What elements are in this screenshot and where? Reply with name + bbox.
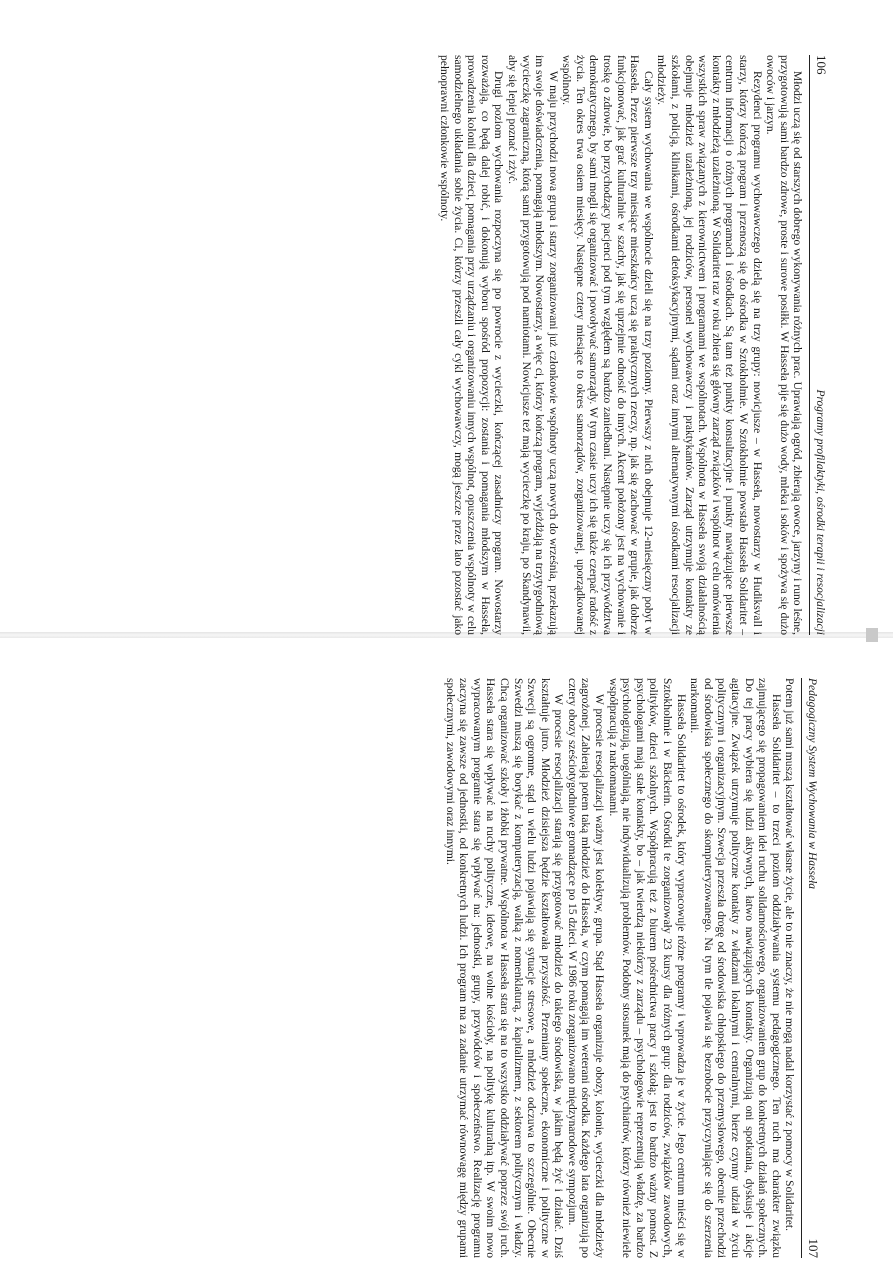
paragraph: Cały system wychowania we wspólnocie dzieli się na trzy poziomy. Pierwszy z nich obejmuje 12-miesięczny pobyt w Hasseła. Przez pierwsze trzy miesiące mieszkańcy uczą się praktycznych rzeczy, np. jak się zachować w grupie, jak dobrze funkcjonować, jak grać kulturalnie w szachy, jak się uprzejmie odnosić do innych. Akcent położony jest na wychowanie i troskę o zdrowie, bo przychodzący pacjenci pod tym względem są bardzo zaniedbani. Następnie uczy się ich przywództwa demokratycznego, by sami mogli się organizować i powoływać samorządy. W tym czasie uczy ich się także czerpać radość z życia. Ten okres trwa osiem miesięcy. Następne cztery miesiące to okres samorządów, zorganizowanej, uporządkowanej wspólnoty. [560,55,654,635]
paragraph: W maju przychodzi nowa grupa i starzy zorganizowani już członkowie wspólnoty uczą nowych do września, przekazują im swoje doświadczenia, pomagają młodszym. Nowostarzy, a więc ci, którzy kończą program, wyjeżdżają na trzytygodniową wycieczkę zagraniczną, którą sami przygotowują pod namiotami. Nowicjusze też mają wycieczkę po kraju, po Skandynawii, aby się lepiej poznać i zżyć. [505,55,559,635]
running-head-left [809,55,828,635]
left-page [68,55,828,635]
running-head-title: Pedagogiczny System Wychowania w Hasseła [806,678,818,890]
paragraph: Drugi poziom wychowania rozpoczyna się po powrocie z wycieczki, kończącej zasadniczy program. Nowostarzy rozważają, co będą dalej robić, i dokonują wyboru spośród propozycji: zostania i pomagania młodszym w Hasseła, prowadzenia kolonii dla dzieci, pomagania przy urządzaniu i organizowaniu innych wspólnot, opuszczenia wspólnoty w celu samodzielnego układania sobie życia. Ci, którzy przeszli cały cykl wychowawczy, mogą jeszcze przez lato pozostać jako pełnoprawni członkowie wspólnoty. [437,55,505,635]
paragraph: W procesie resocjalizacji starają się przygotować młodzież do takiego środowiska, w jakim będą żyć i działać. Dziś kształtuje jutro. Młodzież dzisiejsza będzie kształtowała przyszłość. Przemiany społeczne, ekonomiczne i polityczne w Szwecji są ogromne, stąd u wielu ludzi pojawiają się sytuacje stresowe, a młodzież odczuwa to szczególnie. Obecnie Szwedzi muszą się borykać z komputeryzacją, walką z nomenklaturą, z kapitalizmem, z sektorem politycznym i władzy. Chcą organizować szkoły i żłobki prywatne. Wspólnota w Hasseła stara się na to wszystko oddziaływać poprzez swój ruch. Hasseła stara się wpływać na ruchy polityczne, ideowe, na wolne kościoły, na politykę kulturalną itp. W swoim nowo wypracowanym programie stara się wpływać na: jednostki, grupy, przywódców i społeczeństwo. Realizację programu zaczyna się zawsze od jednostki, od konkretnych ludzi. Ich program ma za zadanie utrzymać równowagę między grupami społecznymi, zawodowymi oraz innymi. [443,678,565,1258]
paragraph: W procesie resocjalizacji ważny jest kolektyw, grupa. Stąd Hasseła organizuje obozy, kolonie, wycieczki dla młodzieży zagrożonej. Zabierają potem taką młodzież do Hasseła, w czym pomagają im weterani ośrodka. Każdego lata organizują po cztery obozy sześciotygodniowe gromadzące po 15 dzieci. W 1986 roku zorganizowano międzynarodowe sympozjum. [565,678,606,1258]
page-number: 107 [806,1238,821,1258]
paragraph: Rezydenci programu wychowawczego dzielą się na trzy grupy: nowicjusze – w Hasseła, nowostarzy w Hudiksvall i starzy, którzy kończą program i przenoszą się do ośrodka w Sztokholmie. W Sztokholmie powstało Hasseła Solidaritet – centrum informacji o różnych programach i ośrodkach. Są tam też punkty konsultacyjne i punkty nawiązujące pierwsze kontakty z młodzieżą uzależnioną. W Solidaritet raz w roku zbiera się główny zarząd związków i wspólnot w celu omówienia wszystkich spraw związanych z kierownictwem i programami we wspólnotach. Wspólnota w Hasseła swoją działalnością obejmuje młodzież uzależnioną, jej rodziców, personel wychowawczy i praktykantów. Zarząd utrzymuje kontakty ze szkołami, z policją, klinikami, ośrodkami detoksykacyjnymi, sądami oraz innymi alternatywnymi ośrodkami resocjalizacji młodzieży. [655,55,763,635]
paragraph: Hasseła Solidaritet – to trzeci poziom oddziaływania systemu pedagogicznego. Ten ruch ma charakter związku zajmującego się propagowaniem idei ruchu solidarnościowego, organizowaniem grup do konkretnych działań społecznych. Do tej pracy wybiera się ludzi aktywnych, łatwo nawiązujących kontakty. Organizują oni spotkania, dyskusje i akcje agitacyjne. Związek utrzymuje polityczne kontakty z władzami lokalnymi i centralnymi, bierze czynny udział w życiu politycznym i organizacyjnym. Szwecja przeszła drogę od środowiska chłopskiego do przemysłowego, obecnie przechodzi od środowiska społecznego do skomputeryzowanego. Na tym tle pojawia się bezrobocie przyczyniające się do szerzenia narkomanii. [688,678,782,1258]
paragraph: Potem już sami muszą kształtować własne życie, ale to nie znaczy, że nie mogą nadal korzystać z pomocy w Solidaritet. [783,678,796,1231]
paragraph: Hasseła Solidaritet to ośrodek, który wypracowuje różne programy i wprowadza je w życie. Jego centrum mieści się w Sztokholmie i w Bäckerin. Ośrodki te zorganizowały 23 kursy dla różnych grup: dla rodziców, związków zawodowych, polityków, dzieci szkolnych. Współpracują też z biurem pośrednictwa pracy i szkołą; jest to bardzo ważny pomost. Z psychologami mają stałe kontakty, bo – jak twierdzą niektórzy z zarządu – psychologowie reprezentują władzę, za bardzo psychologizują, uogólniają, nie indywidualizują problemów. Podobny stosunek mają do psychiatrów, którzy również niewiele współpracują z narkomanami. [606,678,687,1258]
paragraph: Młodzi uczą się od starszych dobrego wykonywania różnych prac. Uprawiają ogród, zbierają owoce, jarzyny i runo leśne, przygotowują sami bardzo zdrowe, proste i surowe posiłki. W Hasseła pije się dużo wody, mleka i soków i spożywa się dużo owoców i jarzyn. [764,55,804,635]
right-page [60,678,820,1258]
page-number: 106 [814,55,829,75]
running-head-title: Programy profilaktyki, ośrodki terapii i resocjalizacji [814,389,826,635]
running-head-right [801,678,820,1258]
scan-artifact [866,628,878,642]
